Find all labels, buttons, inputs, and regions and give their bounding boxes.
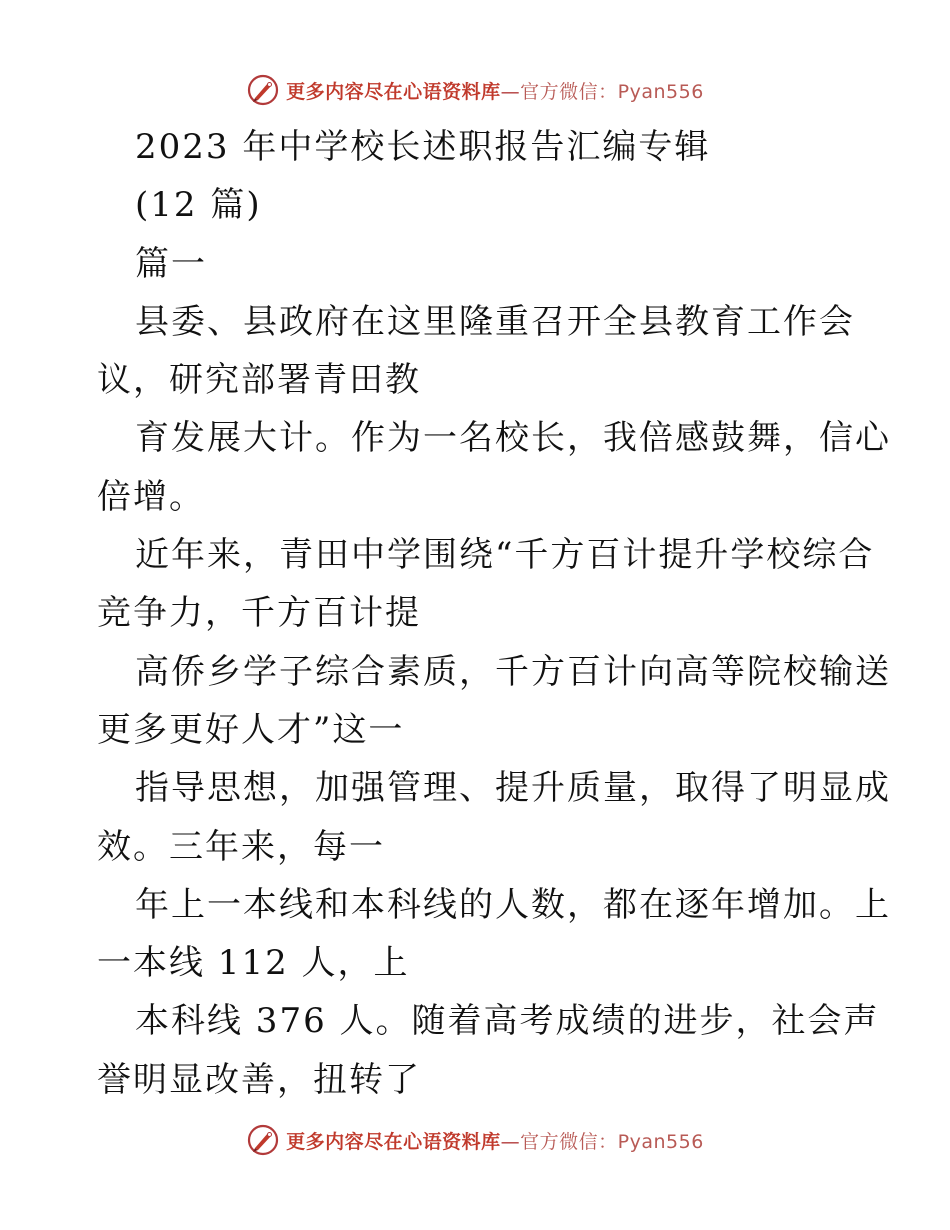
paragraph-line: 本科线 376 人。随着高考成绩的进步，社会声: [135, 1001, 880, 1042]
paragraph-line: 更多更好人才”这一: [97, 709, 405, 750]
paragraph-line: 议，研究部署青田教: [97, 360, 421, 401]
pen-logo-icon: [246, 73, 280, 107]
paragraph-line: 一本线 112 人，上: [97, 943, 410, 984]
paragraph-line: 效。三年来，每一: [97, 826, 385, 867]
footer-watermark: [0, 1118, 950, 1162]
document-subtitle: (12 篇): [135, 185, 262, 226]
paragraph-line: 育发展大计。作为一名校长，我倍感鼓舞，信心: [135, 418, 891, 459]
paragraph-line: 竞争力，千方百计提: [97, 593, 421, 634]
paragraph-line: 年上一本线和本科线的人数，都在逐年增加。上: [135, 884, 891, 925]
paragraph-line: 高侨乡学子综合素质，千方百计向高等院校输送: [135, 651, 891, 692]
section-heading: 篇一: [135, 243, 207, 284]
paragraph-line: 近年来，青田中学围绕“千方百计提升学校综合: [135, 535, 875, 576]
paragraph-line: 县委、县政府在这里隆重召开全县教育工作会: [135, 301, 855, 342]
pen-logo-icon: [246, 1123, 280, 1157]
document-body: [97, 118, 891, 1109]
paragraph-line: 倍增。: [97, 476, 205, 517]
paragraph-line: 誉明显改善，扭转了: [97, 1059, 421, 1100]
header-watermark: [0, 68, 950, 112]
paragraph-line: 指导思想，加强管理、提升质量，取得了明显成: [135, 768, 891, 809]
watermark-text: 更多内容尽在心语资料库—官方微信：Pyan556: [286, 80, 704, 103]
document-title: 2023 年中学校长述职报告汇编专辑: [135, 127, 711, 167]
watermark-text: 更多内容尽在心语资料库—官方微信：Pyan556: [286, 1130, 704, 1153]
